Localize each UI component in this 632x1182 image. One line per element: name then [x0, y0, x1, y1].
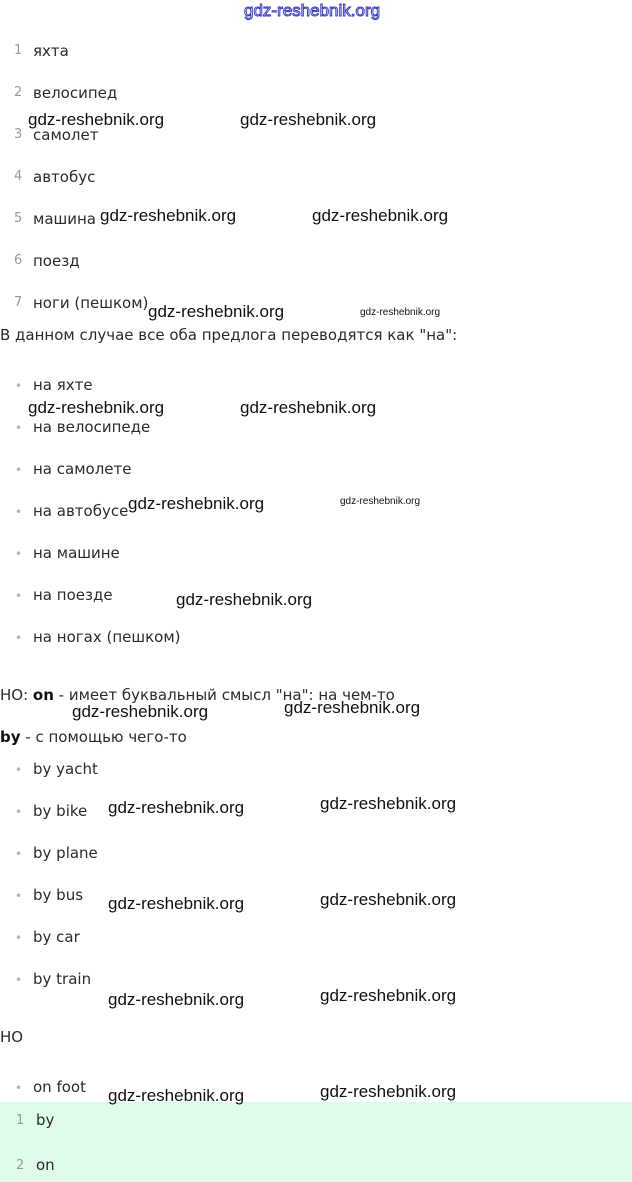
bullet-icon: •: [15, 763, 23, 777]
list-item: на самолете: [33, 460, 132, 478]
list-number: 1: [14, 43, 23, 58]
bullet-icon: •: [15, 379, 23, 393]
list-item: на автобусе: [33, 502, 129, 520]
watermark: gdz-reshebnik.org: [312, 206, 449, 225]
list-number: 7: [14, 295, 23, 310]
watermark: gdz-reshebnik.org: [176, 590, 313, 609]
watermark: gdz-reshebnik.org: [284, 698, 421, 717]
watermark: gdz-reshebnik.org: [340, 496, 421, 507]
list-item: ноги (пешком): [33, 294, 149, 312]
watermark: gdz-reshebnik.org: [240, 110, 377, 129]
bullet-icon: •: [15, 973, 23, 987]
list-item: by car: [33, 928, 80, 946]
watermark: gdz-reshebnik.org: [28, 110, 165, 129]
note-text: - с помощью чего-то: [20, 728, 187, 746]
watermark: gdz-reshebnik.org: [320, 890, 457, 909]
answer-box: [0, 1102, 632, 1182]
watermark: gdz-reshebnik.org: [360, 307, 441, 318]
note-keyword: by: [0, 728, 21, 746]
watermark: gdz-reshebnik.org: [320, 986, 457, 1005]
list-item: яхта: [33, 42, 69, 60]
watermark: gdz-reshebnik.org: [320, 794, 457, 813]
list-number: 2: [14, 85, 23, 100]
watermark-top: gdz-reshebnik.org: [244, 1, 381, 20]
bullet-icon: •: [15, 505, 23, 519]
list-item: на поезде: [33, 586, 113, 604]
list-item: на ногах (пешком): [33, 628, 181, 646]
note-keyword: on: [32, 686, 54, 704]
watermark: gdz-reshebnik.org: [108, 798, 245, 817]
bullet-icon: •: [15, 547, 23, 561]
list-item: поезд: [33, 252, 80, 270]
bullet-icon: •: [15, 589, 23, 603]
note-prefix: НО:: [0, 686, 33, 704]
watermark: gdz-reshebnik.org: [72, 702, 209, 721]
list-item: велосипед: [33, 84, 118, 102]
intro-paragraph: В данном случае все оба предлога переводятся как "на":: [0, 326, 458, 344]
answer-item: by: [36, 1111, 55, 1129]
list-item: на яхте: [33, 376, 93, 394]
bullet-icon: •: [15, 847, 23, 861]
watermark: gdz-reshebnik.org: [28, 398, 165, 417]
list-item: самолет: [33, 126, 99, 144]
list-item: на велосипеде: [33, 418, 151, 436]
answer-item: on: [36, 1156, 55, 1174]
watermark: gdz-reshebnik.org: [240, 398, 377, 417]
list-item: by train: [33, 970, 92, 988]
list-number: 5: [14, 211, 23, 226]
watermark: gdz-reshebnik.org: [128, 494, 265, 513]
note-by: [0, 728, 187, 746]
watermark: gdz-reshebnik.org: [148, 302, 285, 321]
list-item: by yacht: [33, 760, 98, 778]
watermark: gdz-reshebnik.org: [108, 894, 245, 913]
watermark: gdz-reshebnik.org: [100, 206, 237, 225]
list-number: 4: [14, 169, 23, 184]
list-item: машина: [33, 210, 96, 228]
list-item: on foot: [33, 1078, 86, 1096]
list-number: 6: [14, 253, 23, 268]
list-item: by bike: [33, 802, 88, 820]
list-number: 3: [14, 127, 23, 142]
list-item: by bus: [33, 886, 84, 904]
bullet-icon: •: [15, 931, 23, 945]
note-text: - имеет буквальный смысл "на": на чем-то: [53, 686, 395, 704]
no-label: НО: [0, 1028, 24, 1046]
bullet-icon: •: [15, 805, 23, 819]
answer-number: 1: [16, 1113, 25, 1128]
watermark: gdz-reshebnik.org: [108, 1086, 245, 1105]
list-item: на машине: [33, 544, 120, 562]
watermark: gdz-reshebnik.org: [320, 1082, 457, 1101]
bullet-icon: •: [15, 889, 23, 903]
bullet-icon: •: [15, 1081, 23, 1095]
bullet-icon: •: [15, 463, 23, 477]
answer-number: 2: [16, 1158, 25, 1173]
list-item: by plane: [33, 844, 98, 862]
list-item: автобус: [33, 168, 96, 186]
watermark: gdz-reshebnik.org: [108, 990, 245, 1009]
bullet-icon: •: [15, 421, 23, 435]
bullet-icon: •: [15, 631, 23, 645]
